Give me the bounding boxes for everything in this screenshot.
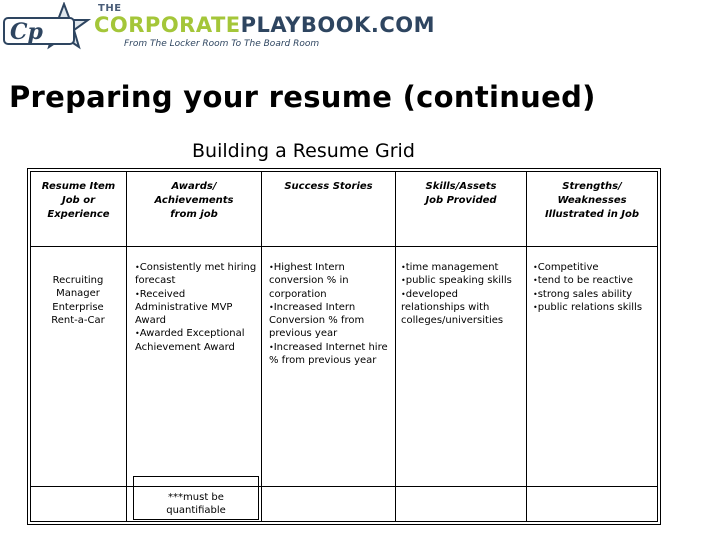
skill-text: time management [405,262,499,273]
header-line: Job or [61,195,96,206]
award-text: Awarded Exceptional Achievement Award [135,328,245,353]
grid-divider [395,172,396,521]
header-line: Weaknesses [557,195,627,206]
cell-awards [135,261,257,354]
strength-text: strong sales ability [537,288,633,300]
list-item: •Increased Intern Conversion % from previous year [269,301,365,340]
header-line: Experience [47,209,110,220]
strength-text: public relations skills [537,301,643,313]
list-item: •Received Administrative MVP Award [135,288,233,327]
resume-item-line: Manager [56,288,100,300]
list-item: •Increased Internet hire % from previous year [269,341,388,367]
header-skills [396,180,526,208]
list-item: •time management [401,262,499,273]
skill-text: developed relationships with colleges/universities [401,288,504,327]
header-line: Awards/ [171,181,217,192]
header-success-stories [262,180,395,194]
note-line: ***must be [168,492,224,503]
header-line: from job [170,209,218,220]
logo-tagline: From The Locker Room To The Board Room [124,39,320,49]
skill-text: public speaking skills [405,275,512,287]
list-item: •strong sales ability [533,288,633,300]
logo-name-part1: CORPORATE [94,13,241,37]
grid-divider [31,486,657,487]
award-text: Received Administrative MVP Award [135,288,233,327]
header-line: Achievements [154,195,234,206]
story-text: Increased Internet hire % from previous year [269,341,388,367]
logo-name [94,12,435,38]
cell-success-stories [269,261,389,367]
header-resume-item [31,180,126,222]
list-item: •Awarded Exceptional Achievement Award [135,328,245,353]
note-line: quantifiable [166,505,226,516]
grid-divider [126,172,127,521]
strength-text: tend to be reactive [537,275,633,287]
list-item: •Consistently met hiring forecast [135,262,257,287]
grid-divider [261,172,262,521]
list-item: •tend to be reactive [533,275,633,287]
resume-item-line: Enterprise [52,301,104,313]
header-line: Strengths/ [562,181,622,192]
header-line: Resume Item [41,181,116,192]
list-item: •public speaking skills [401,275,512,287]
logo-the: THE [98,3,122,14]
resume-item-line: Recruiting [52,275,104,286]
logo-name-part2: PLAYBOOK [240,13,371,37]
page-title: Preparing your resume (continued) [9,80,596,114]
logo-name-part3: .COM [370,13,435,37]
header-line: Job Provided [425,195,497,206]
header-line: Success Stories [284,181,373,192]
page-subtitle: Building a Resume Grid [192,140,415,162]
logo-mark-text: Cp [10,19,43,45]
list-item: •Highest Intern conversion % in corporation [269,262,349,300]
header-line: Illustrated in Job [544,209,640,220]
star-logo-icon [2,2,94,54]
resume-grid [27,168,661,525]
cell-strengths [533,261,659,314]
header-line: Skills/Assets [425,181,497,192]
list-item: •Competitive [533,262,599,273]
cell-resume-item [31,274,125,327]
story-text: Highest Intern conversion % in corporation [269,262,349,300]
logo [2,2,435,54]
header-awards [127,180,261,222]
award-text: Consistently met hiring forecast [135,262,257,287]
grid-divider [31,246,657,247]
header-strengths [527,180,657,222]
strength-text: Competitive [537,262,599,273]
cell-skills [401,261,525,327]
quantifiable-note-box [133,476,259,520]
resume-item-line: Rent-a-Car [51,314,105,326]
resume-grid-inner [30,171,658,522]
grid-divider [526,172,527,521]
list-item: •public relations skills [533,301,643,313]
story-text: Increased Intern Conversion % from previous year [269,301,365,340]
quantifiable-note [134,491,258,517]
list-item: •developed relationships with colleges/universities [401,288,504,327]
